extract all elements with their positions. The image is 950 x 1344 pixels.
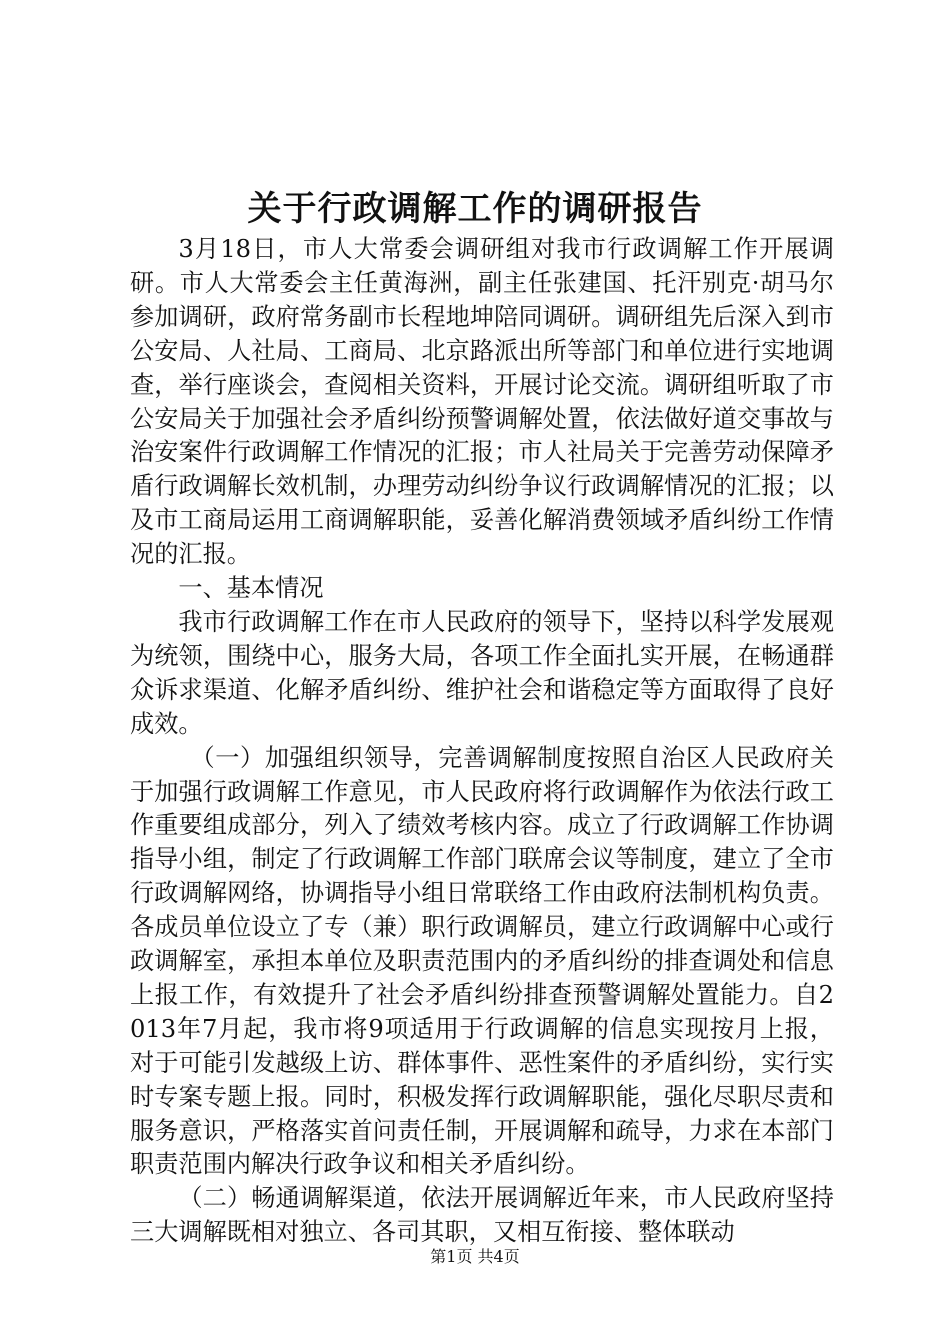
section-heading-basic-situation: 一、基本情况 <box>178 574 324 603</box>
page-footer: 第1页 共4页 <box>430 1247 520 1266</box>
paragraph-organization: （一）加强组织领导，完善调解制度按照自治区人民政府关于加强行政调解工作意见，市人民政府将行政调解作为依法行政工作重要组成部分，列入了绩效考核内容。成立了行政调解工作协调指导小组，制定了行政调解工作部门联席会议等制度，建立了全市行政调解网络，协调指导小组日常联络工作由政府法制机构负责。各成员单位设立了专（兼）职行政调解员，建立行政调解中心或行政调解室，承担本单位及职责范围内的矛盾纠纷的排查调处和信息上报工作，有效提升了社会矛盾纠纷排查预警调解处置能力。自2013年7月起，我市将9项适用于行政调解的信息实现按月上报，对于可能引发越级上访、群体事件、恶性案件的矛盾纠纷，实行实时专案专题上报。同时，积极发挥行政调解职能，强化尽职尽责和服务意识，严格落实首问责任制，开展调解和疏导，力求在本部门职责范围内解决行政争议和相关矛盾纠纷。 <box>130 743 834 1179</box>
paragraph-channels: （二）畅通调解渠道，依法开展调解近年来，市人民政府坚持三大调解既相对独立、各司其职，又相互衔接、整体联动 <box>130 1184 834 1247</box>
paragraph-intro: 3月18日，市人大常委会调研组对我市行政调解工作开展调研。市人大常委会主任黄海洲，副主任张建国、托汗别克·胡马尔参加调研，政府常务副市长程地坤陪同调研。调研组先后深入到市公安局、人社局、工商局、北京路派出所等部门和单位进行实地调查，举行座谈会，查阅相关资料，开展讨论交流。调研组听取了市公安局关于加强社会矛盾纠纷预警调解处置，依法做好道交事故与治安案件行政调解工作情况的汇报；市人社局关于完善劳动保障矛盾行政调解长效机制，办理劳动纠纷争议行政调解情况的汇报；以及市工商局运用工商调解职能，妥善化解消费领域矛盾纠纷工作情况的汇报。 <box>130 235 834 569</box>
document-body <box>130 233 834 1250</box>
document-title: 关于行政调解工作的调研报告 <box>247 189 703 229</box>
paragraph-overview: 我市行政调解工作在市人民政府的领导下，坚持以科学发展观为统领，围绕中心，服务大局，各项工作全面扎实开展，在畅通群众诉求渠道、化解矛盾纠纷、维护社会和谐稳定等方面取得了良好成效。 <box>130 607 834 738</box>
